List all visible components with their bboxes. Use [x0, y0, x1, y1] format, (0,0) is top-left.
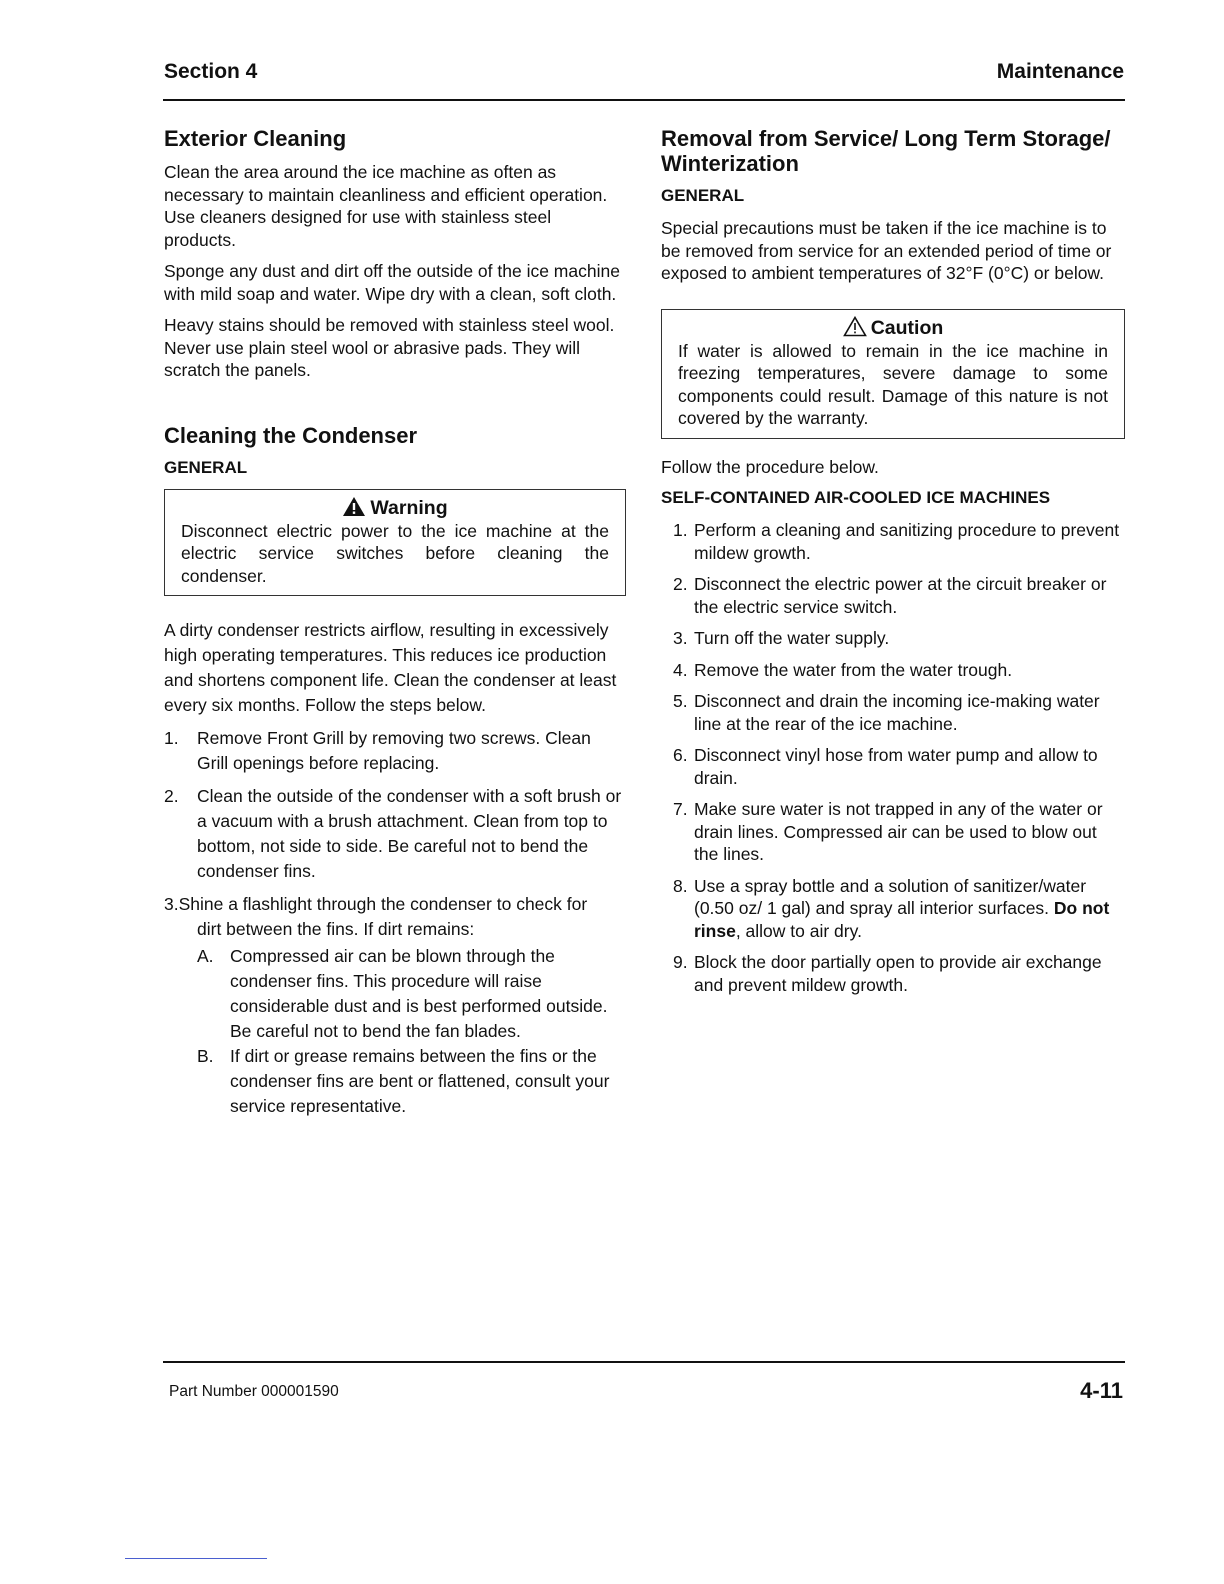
condenser-general-subheading: GENERAL	[164, 457, 248, 477]
step-8-text-start: Use a spray bottle and a solution of sanitizer/water (0.50 oz/ 1 gal) and spray all interior surfaces.	[694, 875, 1087, 918]
list-item-text: Remove Front Grill by removing two screws. Clean Grill openings before replacing.	[197, 728, 591, 773]
list-item	[164, 726, 626, 776]
caution-triangle-icon	[843, 316, 867, 337]
exterior-paragraph-1: Clean the area around the ice machine as often as necessary to maintain cleanliness and efficient operation. Use cleaners designed for use with stainless steel products.	[164, 162, 608, 250]
section-label: Section 4	[164, 60, 258, 83]
list-item-number: 6.	[673, 745, 688, 765]
self-contained-heading: SELF-CONTAINED AIR-COOLED ICE MACHINES	[661, 488, 1051, 507]
list-item-text: Block the door partially open to provide air exchange and prevent mildew growth.	[694, 952, 1102, 995]
left-column	[164, 126, 626, 1119]
list-item-text: Clean the outside of the condenser with a soft brush or a vacuum with a brush attachment. Clean from top to bottom, not side to side. Be careful not to bend the condenser fins.	[197, 786, 622, 881]
header-rule	[163, 99, 1125, 101]
list-item	[661, 798, 1125, 866]
list-item-number: 2.	[673, 574, 688, 594]
list-item	[661, 627, 1125, 650]
list-item-number: 3.	[673, 628, 688, 648]
sub-list-item	[197, 1044, 626, 1119]
list-item-text: Disconnect the electric power at the circuit breaker or the electric service switch.	[694, 574, 1107, 617]
part-number: Part Number 000001590	[169, 1383, 339, 1400]
list-item-number: 8.	[673, 875, 688, 896]
warning-text: Disconnect electric power to the ice machine at the electric service switches before cleaning the condenser.	[181, 520, 609, 586]
step-8-text-end: , allow to air dry.	[735, 920, 862, 941]
caution-box	[661, 309, 1125, 439]
exterior-paragraph-3: Heavy stains should be removed with stainless steel wool. Never use plain steel wool or abrasive pads. They will scratch the panels.	[164, 315, 615, 380]
list-item-text: Make sure water is not trapped in any of the water or drain lines. Compressed air can be used to blow out the lines.	[694, 799, 1103, 864]
list-item-text	[661, 875, 1125, 943]
removal-general-subheading: GENERAL	[661, 186, 745, 205]
list-item-text: Disconnect vinyl hose from water pump and allow to drain.	[694, 745, 1098, 788]
do-not-rinse-emphasis: Do not rinse	[694, 898, 1110, 941]
list-item	[661, 875, 1125, 943]
sub-list-label: A.	[197, 946, 214, 966]
list-item	[661, 951, 1125, 996]
list-item-number: 2.	[164, 786, 179, 806]
warning-triangle-icon	[342, 496, 366, 517]
step-3-line-1: 3.Shine a flashlight through the condenser to check for	[164, 894, 588, 914]
exterior-cleaning-heading: Exterior Cleaning	[164, 126, 347, 151]
list-item-text: Remove the water from the water trough.	[694, 659, 1013, 680]
caution-text: If water is allowed to remain in the ice machine in freezing temperatures, severe damage to some components could result. Damage of this nature is not covered by the warranty.	[678, 340, 1108, 428]
sub-list-text: Compressed air can be blown through the condenser fins. This procedure will raise considerable dust and is best performed outside. Be careful not to bend the fan blades.	[230, 946, 608, 1041]
list-item-text: Perform a cleaning and sanitizing procedure to prevent mildew growth.	[694, 520, 1120, 563]
sub-list-item	[197, 944, 626, 1044]
condenser-heading: Cleaning the Condenser	[164, 422, 418, 448]
list-item	[661, 519, 1125, 564]
list-item	[661, 744, 1125, 789]
list-item	[661, 659, 1125, 682]
list-item-number: 5.	[673, 691, 688, 711]
list-item-number: 7.	[673, 799, 688, 819]
storage-steps-list	[661, 519, 1125, 996]
step-3-line-2: dirt between the fins. If dirt remains:	[197, 919, 475, 939]
list-item-number: 9.	[673, 952, 688, 972]
list-item-text: Disconnect and drain the incoming ice-making water line at the rear of the ice machine.	[694, 691, 1100, 734]
warning-title	[181, 496, 609, 520]
list-item	[164, 784, 626, 884]
list-item-number: 1.	[164, 728, 179, 748]
list-item	[661, 573, 1125, 618]
caution-title	[678, 316, 1108, 340]
link-underline	[125, 1558, 267, 1559]
sub-list-label: B.	[197, 1046, 214, 1066]
warning-title-text: Warning	[370, 496, 448, 519]
list-item	[661, 690, 1125, 735]
list-item-text: Turn off the water supply.	[694, 628, 890, 648]
page-number: 4-11	[1080, 1378, 1123, 1403]
warning-box	[164, 489, 626, 597]
exterior-paragraph-2: Sponge any dust and dirt off the outside of the ice machine with mild soap and water. Wipe dry with a clean, soft cloth.	[164, 261, 620, 304]
caution-title-text: Caution	[870, 316, 944, 339]
footer-rule	[163, 1361, 1125, 1363]
right-column	[661, 126, 1125, 1005]
list-item-number: 1.	[673, 520, 688, 540]
condenser-intro: A dirty condenser restricts airflow, resulting in excessively high operating temperatures. This reduces ice production and shortens component life. Clean the condenser at least every six months. Follow the steps below.	[164, 620, 617, 715]
removal-intro: Special precautions must be taken if the ice machine is to be removed from service for an extended period of time or exposed to ambient temperatures of 32°F (0°C) or below.	[661, 218, 1112, 283]
sub-list-text: If dirt or grease remains between the fins or the condenser fins are bent or flattened, consult your service representative.	[230, 1046, 610, 1116]
follow-procedure-text: Follow the procedure below.	[661, 456, 879, 477]
page-title: Maintenance	[996, 60, 1124, 83]
removal-heading: Removal from Service/ Long Term Storage/ Winterization	[661, 126, 1111, 176]
list-item-number: 4.	[673, 659, 688, 680]
